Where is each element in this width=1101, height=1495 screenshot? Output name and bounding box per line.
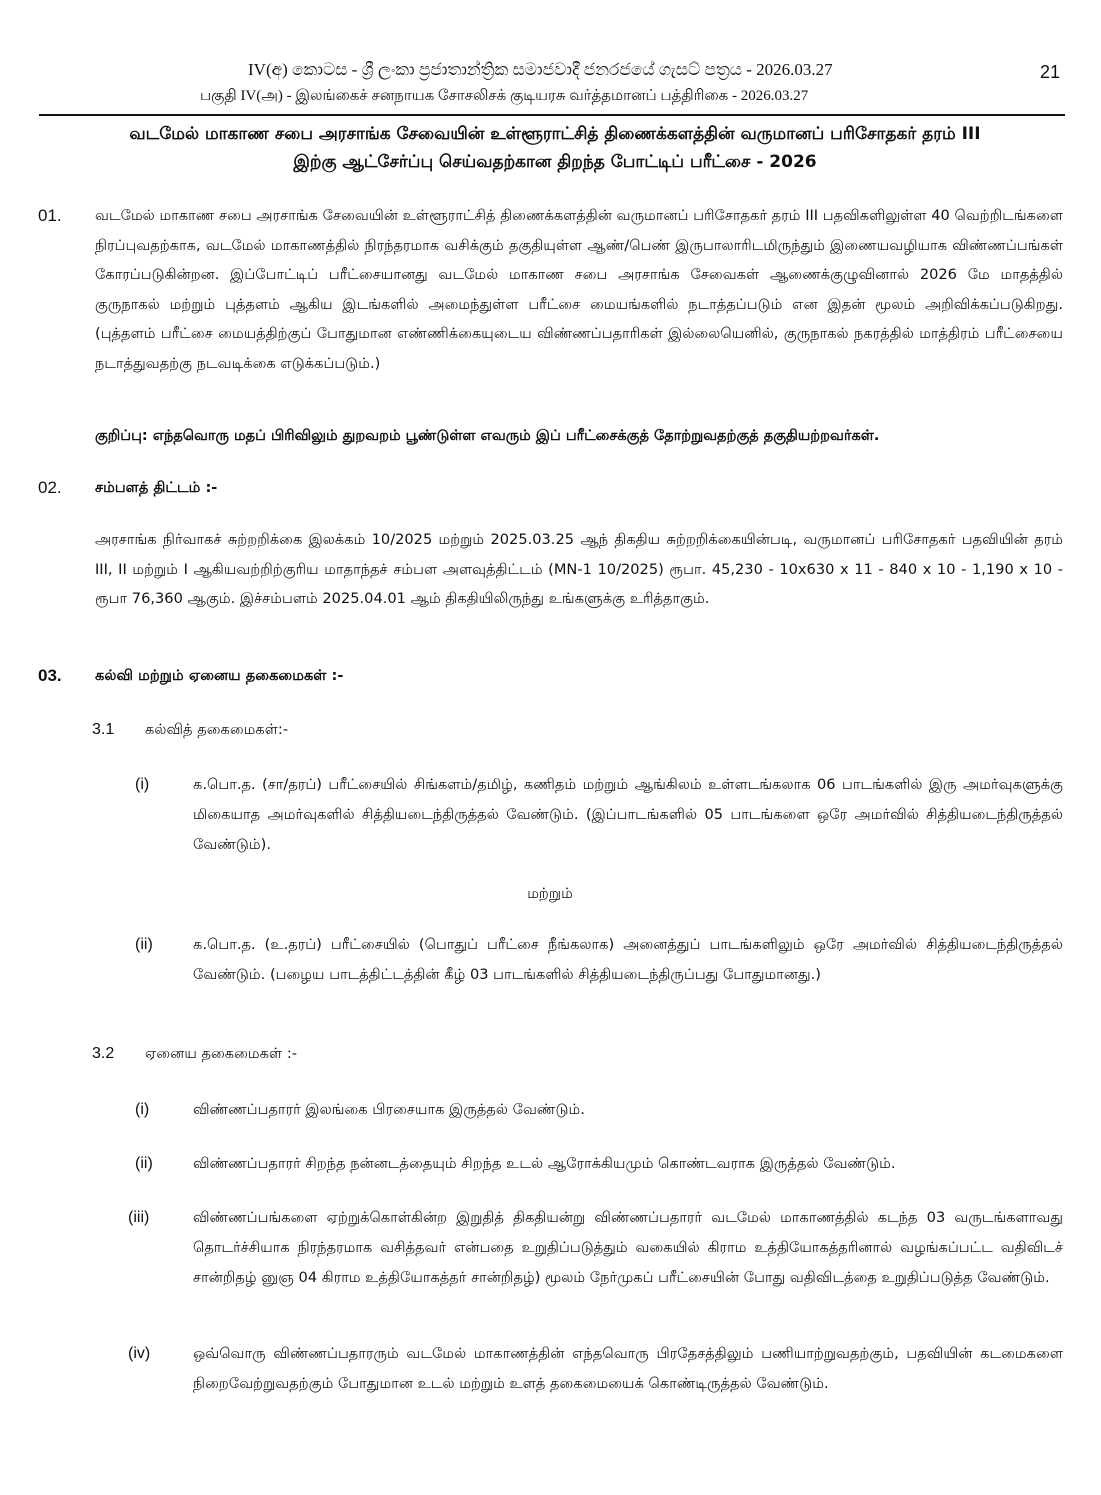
section-03-number: 03. [38,666,62,685]
subsection-3-1-number: 3.1 [92,721,115,738]
subsection-3-1-heading: கல்வித் தகைமைகள்:- [145,721,289,738]
item-3-1-i-text: க.பொ.த. (சா/தரப்) பரீட்சையில் சிங்களம்/தமிழ், கணிதம் மற்றும் ஆங்கிலம் உள்ளடங்கலாக 06 பாடங்களில் இரு அமர்வுகளுக்கு மிகையாத அமர்வுகளில் சித்தியடைந்திருத்தல் வேண்டும். (இப்பாடங்களில் 05 பாடங்களை ஒரே அமர்வில் சித்தியடைந்திருத்தல் வேண்டும்). [193,776,1063,853]
section-02-number: 02. [38,478,62,497]
item-3-1-ii-number: (ii) [135,936,153,953]
item-3-2-iv-text: ஒவ்வொரு விண்ணப்பதாரரும் வடமேல் மாகாணத்தின் எந்தவொரு பிரதேசத்திலும் பணியாற்றுவதற்கும், பதவியின் கடமைகளை நிறைவேற்றுவதற்கும் போதுமான உடல் மற்றும் உளத் தகைமையைக் கொண்டிருத்தல் வேண்டும். [193,1345,1063,1392]
item-3-2-i-number: (i) [135,1101,150,1118]
section-01-text: வடமேல் மாகாண சபை அரசாங்க சேவையின் உள்ளூராட்சித் திணைக்களத்தின் வருமானப் பரிசோதகர் தரம் III பதவிகளிலுள்ள 40 வெற்றிடங்களை நிரப்புவதற்காக, வடமேல் மாகாணத்தில் நிரந்தரமாக வசிக்கும் தகுதியுள்ள ஆண்/பெண் இருபாலாரிடமிருந்தும் இணையவழியாக விண்ணப்பங்கள் கோரப்படுகின்றன. இப்போட்டிப் பரீட்சையானது வடமேல் மாகாண சபை அரசாங்க சேவைகள் ஆணைக்குழுவினால் 2026 மே மாதத்தில் குருநாகல் மற்றும் புத்தளம் ஆகிய இடங்களில் அமைந்துள்ள பரீட்சை மையங்களில் நடாத்தப்படும் என இதன் மூலம் அறிவிக்கப்படுகிறது. (புத்தளம் பரீட்சை மையத்திற்குப் போதுமான எண்ணிக்கையுடைய விண்ணப்பதாரிகள் இல்லையெனில், குருநாகல் நகரத்தில் மாத்திரம் பரீட்சையை நடாத்துவதற்கு நடவடிக்கை எடுக்கப்படும்.) [95,207,1063,372]
header-sinhala-line: IV(අ) කොටස - ශ්‍රී ලංකා ප්‍රජාතාන්ත්‍රික සමාජවාදී ජනරජයේ ගැසට් පත්‍රය - 2026.03.27 [248,60,833,79]
notice-title-line-2: இற்கு ஆட்சேர்ப்பு செய்வதற்கான திறந்த போட்டிப் பரீட்சை - 2026 [293,152,817,172]
section-02-text: அரசாங்க நிர்வாகச் சுற்றறிக்கை இலக்கம் 10/2025 மற்றும் 2025.03.25 ஆந் திகதிய சுற்றறிக்கையின்படி, வருமானப் பரிசோதகர் பதவியின் தரம் III, II மற்றும் I ஆகியவற்றிற்குரிய மாதாந்தச் சம்பள அளவுத்திட்டம் (MN-1 10/2025) ரூபா. 45,230 - 10x630 x 11 - 840 x 10 - 1,190 x 10 - ரூபா 76,360 ஆகும். இச்சம்பளம் 2025.04.01 ஆம் திகதியிலிருந்து உங்களுக்கு உரித்தாகும். [95,531,1063,607]
section-03-heading: கல்வி மற்றும் ஏனைய தகைமைகள் :- [95,667,344,684]
connector-and: மற்றும் [527,885,573,902]
item-3-1-i-number: (i) [135,776,150,793]
item-3-2-ii-text: விண்ணப்பதாரர் சிறந்த நன்னடத்தையும் சிறந்த உடல் ஆரோக்கியமும் கொண்டவராக இருத்தல் வேண்டும். [193,1155,896,1172]
notice-title [30,120,1080,176]
section-01-note: குறிப்பு: எந்தவொரு மதப் பிரிவிலும் துறவறம் பூண்டுள்ள எவரும் இப் பரீட்சைக்குத் தோற்றுவதற்குத் தகுதியற்றவர்கள். [95,428,880,444]
subsection-3-2-number: 3.2 [92,1045,115,1062]
page-number: 21 [1040,62,1061,82]
item-3-2-i-text: விண்ணப்பதாரர் இலங்கை பிரசையாக இருத்தல் வேண்டும். [193,1101,585,1118]
subsection-3-2-heading: ஏனைய தகைமைகள் :- [145,1045,298,1062]
notice-title-line-1: வடமேல் மாகாண சபை அரசாங்க சேவையின் உள்ளூராட்சித் திணைக்களத்தின் வருமானப் பரிசோதகர் தரம் III [129,124,981,144]
item-3-1-ii-text: க.பொ.த. (உ.தரப்) பரீட்சையில் (பொதுப் பரீட்சை நீங்கலாக) அனைத்துப் பாடங்களிலும் ஒரே அமர்வில் சித்தியடைந்திருத்தல் வேண்டும். (பழைய பாடத்திட்டத்தின் கீழ் 03 பாடங்களில் சித்தியடைந்திருப்பது போதுமானது.) [193,936,1063,983]
item-3-2-iii-text: விண்ணப்பங்களை ஏற்றுக்கொள்கின்ற இறுதித் திகதியன்று விண்ணப்பதாரர் வடமேல் மாகாணத்தில் கடந்த 03 வருடங்களாவது தொடர்ச்சியாக நிரந்தரமாக வசித்தவர் என்பதை உறுதிப்படுத்தும் வகையில் கிராம உத்தியோகத்தரினால் வழங்கப்பட்ட வதிவிடச் சான்றிதழ் னுஞ 04 கிராம உத்தியோகத்தர் சான்றிதழ்) மூலம் நேர்முகப் பரீட்சையின் போது வதிவிடத்தை உறுதிப்படுத்த வேண்டும். [193,1209,1063,1286]
section-02-heading: சம்பளத் திட்டம் :- [95,479,218,496]
header-tamil-line: பகுதி IV(அ) - இலங்கைச் சனநாயக சோசலிசக் குடியரசு வர்த்தமானப் பத்திரிகை - 2026.03.27 [200,88,809,104]
item-3-2-iv-number: (iv) [128,1345,151,1362]
header-divider [39,114,1065,116]
item-3-2-ii-number: (ii) [135,1155,153,1172]
item-3-2-iii-number: (iii) [128,1209,150,1226]
section-01-number: 01. [38,206,62,225]
